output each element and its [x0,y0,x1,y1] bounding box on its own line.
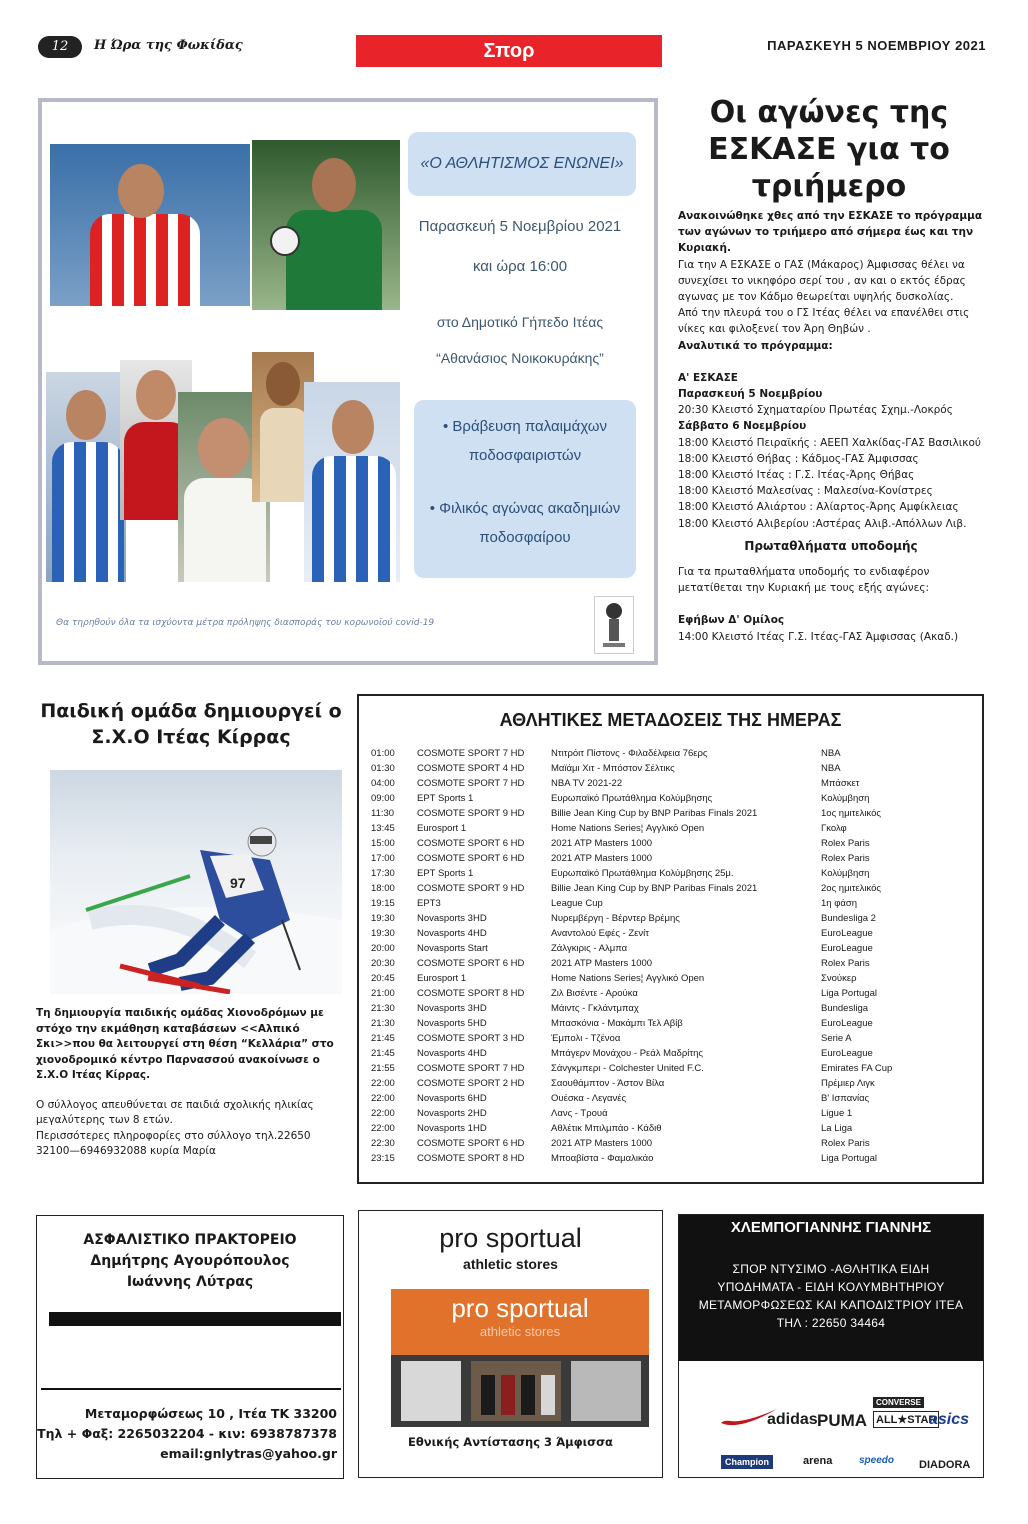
broadcast-time: 21:45 [371,1033,395,1044]
article-headline: Οι αγώνες της ΕΣΚΑΣΕ για το τριήμερο [708,95,950,204]
ad-phone: Τηλ + Φαξ: 2265032204 - κιν: 6938787378 [37,1426,337,1441]
article-paragraph: Ο σύλλογος απευθύνεται σε παιδιά σχολικής ηλικίας μεγαλύτερης των 8 ετών. [36,1098,314,1126]
broadcast-channel: Novasports 1HD [417,1123,487,1134]
broadcast-event: Λανς - Τρουά [551,1108,608,1119]
broadcast-category: Ligue 1 [821,1108,853,1119]
shop-phone: ΤΗΛ : 22650 34464 [776,1316,886,1330]
bib-number: 97 [230,875,246,891]
broadcast-time: 01:30 [371,763,395,774]
broadcast-time: 21:30 [371,1003,395,1014]
event-poster [38,98,658,665]
broadcast-event: Ευρωπαϊκό Πρωτάθλημα Κολύμβησης 25μ. [551,868,734,879]
broadcast-channel: COSMOTE SPORT 7 HD [417,748,525,759]
article-paragraph: Αναλυτικά το πρόγραμμα: [678,339,833,352]
broadcast-category: Κολύμβηση [821,868,870,879]
broadcast-category: Liga Portugal [821,988,877,999]
broadcast-time: 19:15 [371,898,395,909]
broadcast-event: Ευρωπαϊκό Πρωτάθλημα Κολύμβησης [551,793,713,804]
broadcast-event: Σάνγκμπερι - Colchester United F.C. [551,1063,704,1074]
broadcast-category: Liga Portugal [821,1153,877,1164]
article-paragraph: Από την πλευρά του ο ΓΣ Ιτέας θέλει να επανέλθει στις νίκες και φιλοξενεί τον Άρη Θηβών . [678,307,970,336]
ad-heading: ΑΣΦΑΛΙΣΤΙΚΟ ΠΡΑΚΤΟΡΕΙΟ [83,1232,297,1248]
brand-logo-puma: PUMA [817,1411,868,1430]
player-photo [46,372,126,582]
match-line: 18:00 Κλειστό Μαλεσίνας : Μαλεσίνα-Κονίστρες [678,485,933,498]
broadcast-category: Πρέμιερ Λιγκ [821,1078,875,1089]
broadcast-time: 23:15 [371,1153,395,1164]
brand-logo-allstar: ALL★STAR [873,1411,939,1428]
poster-stadium-name: “Αθανάσιος Νοικοκυράκης” [436,350,604,366]
broadcast-category: EuroLeague [821,1048,873,1059]
player-photo [304,382,400,582]
brand-logo-asics: asics [929,1411,970,1428]
article-body [678,208,984,645]
broadcast-event: Μάιντς - Γκλάντμπαχ [551,1003,639,1014]
match-day: Παρασκευή 5 Νοεμβρίου [678,388,823,401]
article-intro: Ανακοινώθηκε χθες από την ΕΣΚΑΣΕ το πρόγραμμα των αγώνων το τριήμερο από σήμερα έως και την Κυριακή. [678,210,983,255]
broadcast-event: Home Nations Series¦ Αγγλικό Open [551,823,705,834]
article-paragraph: Τη δημιουργία παιδικής ομάδας Χιονοδρόμων με στόχο την εκμάθηση καταβάσεων <<Αλπικό Σκι>>που θα λειτουργεί στη θέση “Κελλάρια” στο χιονοδρομικό κέντρο Παρνασσού ανακοίνωσε ο Σ.Χ.Ο Ιτέας Κίρρας. [36,1007,334,1081]
broadcast-category: Bundesliga 2 [821,913,876,924]
broadcast-event: Ζιλ Βισέντε - Αρούκα [551,988,638,999]
broadcast-category: Bundesliga [821,1003,869,1014]
broadcast-time: 09:00 [371,793,395,804]
insurance-ad [36,1215,344,1479]
broadcast-event: Μαϊάμι Χιτ - Μπόστον Σέλτικς [551,763,675,774]
poster-time: και ώρα 16:00 [472,258,568,275]
broadcast-time: 21:45 [371,1048,395,1059]
broadcast-time: 20:45 [371,973,395,984]
broadcast-category: NBA [821,763,841,774]
ad-person-name: Ιωάννης Λύτρας [126,1274,254,1290]
broadcast-category: Β' Ισπανίας [821,1093,870,1104]
broadcast-channel: Novasports Start [417,943,488,954]
brand-logo-champion: Champion [721,1455,773,1469]
section-label: Σπορ [356,35,662,67]
broadcast-channel: COSMOTE SPORT 3 HD [417,1033,525,1044]
broadcast-event: 2021 ATP Masters 1000 [551,1138,653,1149]
sportswear-shop-ad [678,1214,984,1478]
brand-logo-diadora: DIADORA [919,1459,971,1471]
broadcast-channel: EPT Sports 1 [417,868,474,879]
broadcast-channel: Novasports 4HD [417,1048,487,1059]
broadcast-event: Ουέσκα - Λεγανές [551,1093,627,1104]
skier-photo [50,770,342,994]
broadcast-category: Rolex Paris [821,1138,870,1149]
player-photo [50,144,250,306]
broadcast-category: La Liga [821,1123,853,1134]
broadcast-channel: COSMOTE SPORT 7 HD [417,1063,525,1074]
store-name: pro sportual [439,1223,582,1253]
broadcast-category: 1ος ημιτελικός [821,808,881,819]
poster-title: «Ο ΑΘΛΗΤΙΣΜΟΣ ΕΝΩΝΕΙ» [408,132,636,196]
broadcast-category: EuroLeague [821,928,873,939]
broadcast-channel: COSMOTE SPORT 6 HD [417,853,525,864]
broadcast-category: Σνούκερ [821,973,857,984]
match-line: 14:00 Κλειστό Ιτέας Γ.Σ. Ιτέας-ΓΑΣ Άμφισσας (Ακαδ.) [678,630,959,643]
storefront-photo [391,1289,649,1427]
broadcast-category: Rolex Paris [821,958,870,969]
broadcast-time: 17:30 [371,868,395,879]
broadcast-time: 20:00 [371,943,395,954]
store-sign-tagline: athletic stores [479,1324,561,1339]
broadcast-category: Κολύμβηση [821,793,870,804]
broadcast-event: Έμπολι - Τζένοα [551,1033,621,1044]
newspaper-name: Η Ώρα της Φωκίδας [94,38,243,53]
broadcast-category: EuroLeague [821,943,873,954]
player-photo [252,140,400,310]
broadcast-event: Αθλέτικ Μπιλμπάο - Κάδιθ [551,1123,662,1134]
broadcast-event: Ζάλγκιρις - Αλμπα [551,943,628,954]
broadcast-event: Αναντολού Εφές - Ζενίτ [551,928,650,939]
article-paragraph: Για τα πρωταθλήματα υποδομής το ενδιαφέρον μετατίθεται την Κυριακή με τους εξής αγώνες: [678,566,930,595]
broadcast-channel: Novasports 4HD [417,928,487,939]
broadcast-time: 19:30 [371,913,395,924]
broadcast-time: 22:00 [371,1078,395,1089]
article-paragraph: Για την Α ΕΣΚΑΣΕ ο ΓΑΣ (Μάκαρος) Άμφισσας θέλει να συνεχίσει το νικηφόρο σερί του , αν και ο εκτός έδρας αγωνας με τον Κάδμο θεωρείται υψηλής δυσκολίας. [678,258,966,304]
broadcast-channel: Eurosport 1 [417,823,467,834]
broadcast-event: Billie Jean King Cup by BNP Paribas Finals 2021 [551,808,758,819]
broadcast-category: Emirates FA Cup [821,1063,893,1074]
shop-address: ΜΕΤΑΜΟΡΦΩΣΕΩΣ ΚΑΙ ΚΑΠΟΔΙΣΤΡΙΟΥ ΙΤΕΑ [698,1298,964,1312]
store-tagline: athletic stores [463,1256,558,1272]
broadcast-channel: COSMOTE SPORT 2 HD [417,1078,525,1089]
broadcast-event: 2021 ATP Masters 1000 [551,853,653,864]
store-sign [391,1289,649,1355]
store-address: Εθνικής Αντίστασης 3 Άμφισσα [408,1435,613,1449]
broadcast-event: Billie Jean King Cup by BNP Paribas Finals 2021 [551,883,758,894]
match-line: 18:00 Κλειστό Ιτέας : Γ.Σ. Ιτέας-Άρης Θήβας [678,469,915,482]
broadcast-category: Γκολφ [821,823,847,834]
poster-program [414,400,636,578]
broadcast-category: Μπάσκετ [821,778,860,789]
broadcast-category: Rolex Paris [821,838,870,849]
broadcast-time: 13:45 [371,823,395,834]
broadcast-event: Ντιτρόιτ Πίστονς - Φιλαδέλφεια 76ερς [551,748,708,759]
broadcast-time: 22:00 [371,1123,395,1134]
broadcast-category: Serie A [821,1033,852,1044]
broadcast-channel: COSMOTE SPORT 8 HD [417,1153,525,1164]
broadcast-time: 18:00 [371,883,395,894]
broadcast-channel: COSMOTE SPORT 7 HD [417,778,525,789]
shop-description: ΥΠΟΔΗΜΑΤΑ - ΕΙΔΗ ΚΟΛΥΜΒΗΤΗΡΙΟΥ [717,1280,945,1294]
broadcast-event: Μπασκόνια - Μακάμπι Τελ Αβίβ [551,1018,683,1029]
broadcast-channel: Novasports 6HD [417,1093,487,1104]
broadcast-category: Rolex Paris [821,853,870,864]
broadcast-event: Σαουθάμπτον - Άστον Βίλα [551,1078,665,1089]
broadcast-channel: EPT Sports 1 [417,793,474,804]
broadcast-time: 04:00 [371,778,395,789]
brand-logo-adidas: adidas [767,1411,818,1428]
ad-address: Μεταμορφώσεως 10 , Ιτέα ΤΚ 33200 [84,1406,337,1421]
broadcast-channel: COSMOTE SPORT 6 HD [417,1138,525,1149]
broadcast-event: League Cup [551,898,603,909]
broadcast-category: 1η φάση [821,898,858,909]
shop-description: ΣΠΟΡ ΝΤΥΣΙΜΟ -ΑΘΛΗΤΙΚΑ ΕΙΔΗ [732,1262,930,1276]
broadcast-event: NBA TV 2021-22 [551,778,623,789]
poster-venue: στο Δημοτικό Γήπεδο Ιτέας [436,314,604,330]
ad-divider [49,1312,341,1326]
broadcast-channel: COSMOTE SPORT 6 HD [417,838,525,849]
broadcast-category: EuroLeague [821,1018,873,1029]
league-name: Εφήβων Δ' Ομίλος [678,614,785,627]
match-line: 18:00 Κλειστό Αλιβερίου :Αστέρας Αλιβ.-Απόλλων Λιβ. [678,517,967,530]
store-sign-title: pro sportual [451,1293,589,1323]
broadcast-channel: Novasports 2HD [417,1108,487,1119]
broadcast-event: 2021 ATP Masters 1000 [551,958,653,969]
poster-bullet: • Βράβευση παλαιμάχων ποδοσφαιριστών [443,418,607,464]
match-line: 18:00 Κλειστό Αλιάρτου : Αλίαρτος-Άρης Αμφίκλειας [678,501,959,514]
broadcast-time: 21:30 [371,1018,395,1029]
article-subheading: Πρωταθλήματα υποδομής [744,538,918,553]
broadcast-time: 11:30 [371,808,395,819]
brand-logo-arena: arena [803,1455,833,1467]
tv-schedule-title: ΑΘΛΗΤΙΚΕΣ ΜΕΤΑΔΟΣΕΙΣ ΤΗΣ ΗΜΕΡΑΣ [499,710,842,730]
broadcast-time: 21:55 [371,1063,395,1074]
brand-logo-speedo: speedo [859,1455,895,1466]
broadcast-channel: COSMOTE SPORT 6 HD [417,958,525,969]
broadcast-time: 19:30 [371,928,395,939]
broadcast-event: 2021 ATP Masters 1000 [551,838,653,849]
article-paragraph: Περισσότερες πληροφορίες στο σύλλογο τηλ.22650 32100—6946932088 κυρία Μαρία [36,1129,311,1157]
broadcast-time: 01:00 [371,748,395,759]
poster-bullet: • Φιλικός αγώνας ακαδημιών ποδοσφαίρου [429,500,621,546]
broadcast-event: Νυρεμβέργη - Βέρντερ Βρέμης [551,913,680,924]
broadcast-time: 15:00 [371,838,395,849]
broadcast-time: 22:30 [371,1138,395,1149]
ad-divider [41,1388,341,1390]
match-line: 18:00 Κλειστό Πειραϊκής : ΑΕΕΠ Χαλκίδας-ΓΑΣ Βασιλικού [678,436,981,449]
ski-article-body [36,1006,344,1160]
broadcast-channel: Eurosport 1 [417,973,467,984]
issue-date: ΠΑΡΑΣΚΕΥΗ 5 ΝΟΕΜΒΡΙΟΥ 2021 [767,38,986,53]
broadcast-channel: Novasports 3HD [417,913,487,924]
broadcast-category: 2ος ημιτελικός [821,883,881,894]
broadcast-channel: COSMOTE SPORT 8 HD [417,988,525,999]
broadcast-time: 22:00 [371,1093,395,1104]
broadcast-event: Μπάγερν Μονάχου - Ρεάλ Μαδρίτης [551,1048,703,1059]
broadcast-time: 20:30 [371,958,395,969]
broadcast-event: Μποαβίστα - Φαμαλικάο [551,1153,654,1164]
match-day: Σάββατο 6 Νοεμβρίου [678,420,807,433]
broadcast-time: 22:00 [371,1108,395,1119]
club-logo-icon [594,596,634,654]
page-number: 12 [38,36,82,58]
ad-email[interactable]: email:gnlytras@yahoo.gr [160,1446,337,1461]
ski-article-headline: Παιδική ομάδα δημιουργεί ο Σ.Χ.Ο Ιτέας Κίρρας [40,700,342,748]
broadcast-event: Home Nations Series¦ Αγγλικό Open [551,973,705,984]
match-line: 18:00 Κλειστό Θήβας : Κάδμος-ΓΑΣ Άμφισσας [678,452,919,465]
poster-date: Παρασκευή 5 Νοεμβρίου 2021 [418,218,622,235]
poster-footnote: Θα τηρηθούν όλα τα ισχύοντα μέτρα πρόληψης διασποράς του κορωνοϊού covid-19 [56,618,435,628]
league-name: Α' ΕΣΚΑΣΕ [678,371,738,384]
broadcast-channel: COSMOTE SPORT 9 HD [417,883,525,894]
broadcast-category: NBA [821,748,841,759]
broadcast-channel: Novasports 5HD [417,1018,487,1029]
shop-owner-name: ΧΛΕΜΠΟΓΙΑΝΝΗΣ ΓΙΑΝΝΗΣ [730,1219,932,1236]
ad-person-name: Δημήτρης Αγουρόπουλος [90,1253,290,1269]
broadcast-channel: Novasports 3HD [417,1003,487,1014]
brand-logo-converse: CONVERSE [873,1397,924,1408]
broadcast-channel: COSMOTE SPORT 9 HD [417,808,525,819]
broadcast-channel: COSMOTE SPORT 4 HD [417,763,525,774]
broadcast-time: 21:00 [371,988,395,999]
prosportual-ad [358,1210,663,1478]
tv-schedule [357,694,984,1184]
match-line: 20:30 Κλειστό Σχηματαρίου Πρωτέας Σχημ.-Λοκρός [678,404,953,417]
broadcast-time: 17:00 [371,853,395,864]
broadcast-channel: EPT3 [417,898,441,909]
